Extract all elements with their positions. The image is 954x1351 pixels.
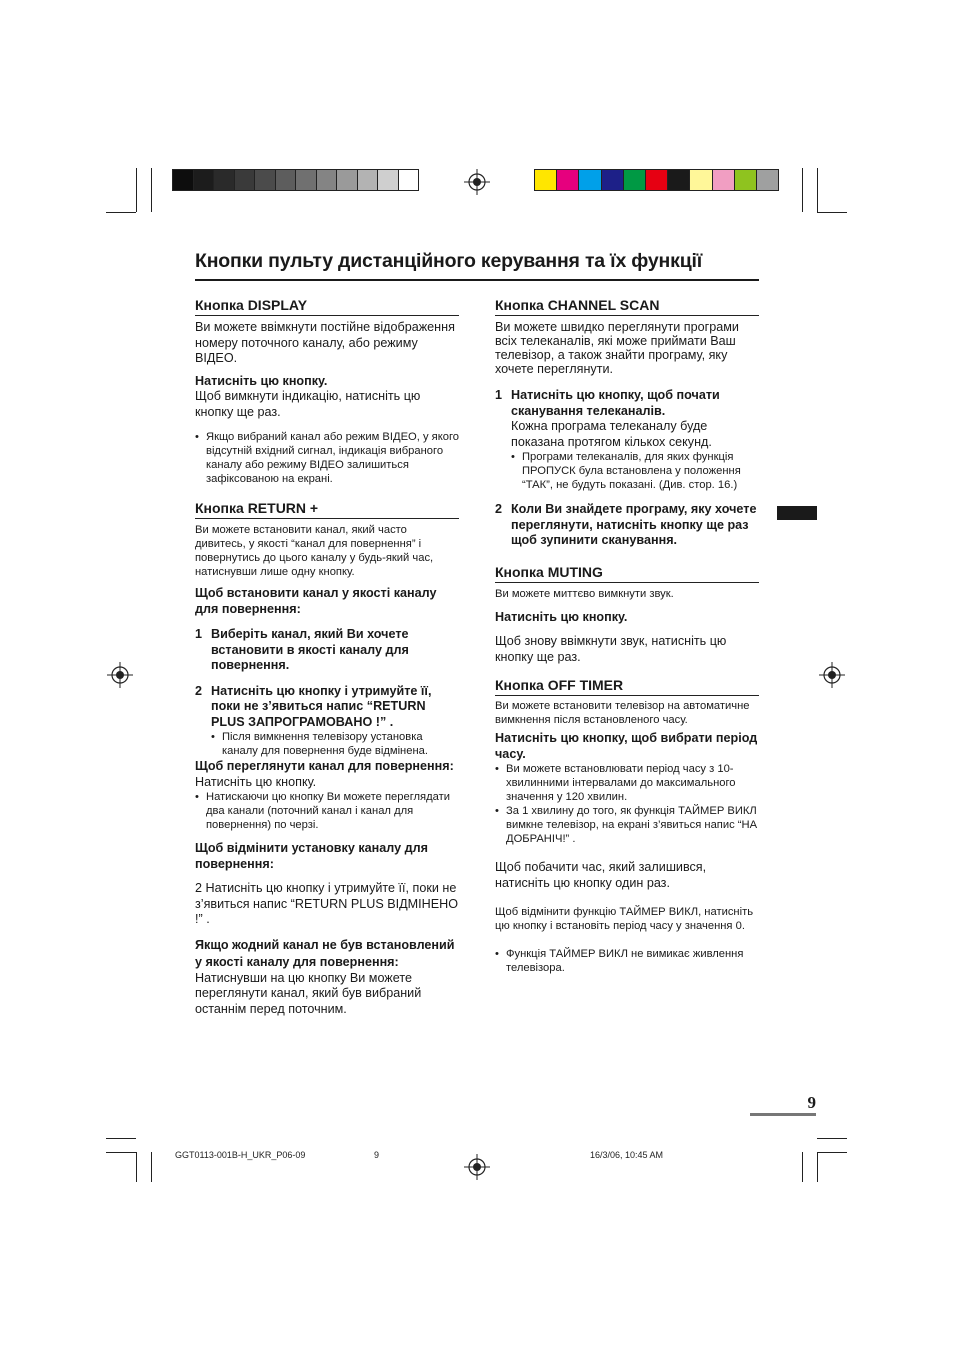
- scan-intro: Ви можете швидко переглянути програми всіх телеканалів, які може приймати Ваш телевізор, а також знайти програму, яку хочете переглянути.: [495, 320, 739, 376]
- return-cancel-heading: Щоб відмінити установку каналу для повернення:: [195, 841, 428, 871]
- section-heading-return: Кнопка RETURN +: [195, 500, 459, 519]
- return-view-note: • Натискаючи цю кнопку Ви можете переглядати два канали (поточний канал і канал для повернення) по черзі.: [195, 791, 450, 831]
- color-swatch: [317, 170, 338, 190]
- crop-mark: [151, 1152, 152, 1182]
- section-heading-off-timer: Кнопка OFF TIMER: [495, 677, 759, 696]
- return-step-2: 2 Натисніть цю кнопку і утримуйте її, поки не з’явиться напис “RETURN PLUS ЗАПРОГРАМОВАНО !” .: [195, 683, 432, 729]
- muting-step-text: Щоб знову ввімкнути звук, натисніть цю кнопку ще раз.: [495, 634, 727, 664]
- color-calibration-bar: [534, 169, 779, 191]
- color-swatch: [276, 170, 297, 190]
- timer-remaining: Щоб побачити час, який залишився, натисніть цю кнопку один раз.: [495, 860, 707, 890]
- color-swatch: [735, 170, 757, 190]
- section-heading-display: Кнопка DISPLAY: [195, 297, 459, 316]
- color-swatch: [624, 170, 646, 190]
- left-column: [195, 297, 459, 1024]
- crop-mark: [817, 212, 847, 213]
- color-swatch: [337, 170, 358, 190]
- grayscale-bar: [172, 169, 419, 191]
- section-heading-channel-scan: Кнопка CHANNEL SCAN: [495, 297, 759, 316]
- crop-mark: [136, 168, 137, 212]
- footer-date: 16/3/06, 10:45 AM: [590, 1150, 664, 1160]
- color-swatch: [214, 170, 235, 190]
- right-column: [495, 297, 759, 982]
- footer-page: 9: [374, 1150, 380, 1160]
- timer-note-1: • Ви можете встановлювати період часу з 10-хвилинними інтервалами до максимального значення у 120 хвилин.: [495, 763, 736, 803]
- timer-note-2: • За 1 хвилину до того, як функція ТАЙМЕР ВИКЛ вимкне телевізор, на екрані з’явиться напис “НА ДОБРАНІЧ!” .: [495, 805, 758, 845]
- color-swatch: [602, 170, 624, 190]
- color-swatch: [296, 170, 317, 190]
- color-swatch: [535, 170, 557, 190]
- color-swatch: [579, 170, 601, 190]
- color-swatch: [646, 170, 668, 190]
- crop-mark: [802, 1152, 803, 1182]
- muting-intro: Ви можете миттєво вимкнути звук.: [495, 587, 674, 600]
- color-swatch: [235, 170, 256, 190]
- display-note: • Якщо вибраний канал або режим ВІДЕО, у якого відсутній вхідний сигнал, індикація вибраного каналу або режиму ВІДЕО залишиться зафіксованою на екрані.: [195, 431, 460, 485]
- page-number-rule: [750, 1113, 816, 1116]
- footer-file-code: GGT0113-001B-H_UKR_P06-09: [175, 1150, 306, 1160]
- display-step: Натисніть цю кнопку. Щоб вимкнути індикацію, натисніть цю кнопку ще раз.: [195, 373, 421, 419]
- return-none-text: Натиснувши на цю кнопку Ви можете переглянути канал, який був вибраний останнім перед поточним.: [195, 970, 422, 1016]
- crop-mark: [817, 1152, 847, 1153]
- return-view-heading: Щоб переглянути канал для повернення:: [195, 759, 454, 773]
- scan-step-1-text: Кожна програма телеканалу буде показана протягом кількох секунд.: [511, 419, 712, 449]
- section-tab-marker: [777, 506, 817, 520]
- crop-mark: [802, 168, 803, 212]
- return-step-1: 1 Виберіть канал, який Ви хочете встановити в якості каналу для повернення.: [195, 627, 409, 672]
- page-title: Кнопки пульту дистанційного керування та їх функції: [195, 250, 759, 281]
- return-step-2-note: • Після вимкнення телевізору установка каналу для повернення буде відмінена.: [211, 731, 428, 757]
- crop-mark: [106, 1138, 136, 1139]
- crop-mark: [106, 212, 136, 213]
- timer-note-3: • Функція ТАЙМЕР ВИКЛ не вимикає живлення телевізора.: [495, 948, 744, 974]
- crop-mark: [106, 1152, 136, 1153]
- scan-step-1: 1 Натисніть цю кнопку, щоб почати сканування телеканалів.: [495, 388, 720, 418]
- color-swatch: [757, 170, 778, 190]
- return-intro: Ви можете встановити канал, який часто дивитесь, у якості “канал для повернення” і повернутись до цього каналу у будь-який час, натиснувши лише одну кнопку.: [195, 524, 434, 578]
- crop-mark: [817, 168, 818, 212]
- color-swatch: [194, 170, 215, 190]
- muting-step: Натисніть цю кнопку.: [495, 609, 628, 624]
- return-none-heading: Якщо жодний канал не був встановлений у якості каналу для повернення:: [195, 937, 455, 969]
- color-swatch: [358, 170, 379, 190]
- registration-mark-icon: [464, 169, 490, 195]
- crop-mark: [817, 1138, 847, 1139]
- crop-mark: [136, 1152, 137, 1182]
- display-intro: Ви можете ввімкнути постійне відображення номеру поточного каналу, або режиму ВІДЕО.: [195, 320, 455, 365]
- color-swatch: [557, 170, 579, 190]
- color-swatch: [713, 170, 735, 190]
- timer-cancel: Щоб відмінити функцію ТАЙМЕР ВИКЛ, натисніть цю кнопку і встановіть період часу у значення 0.: [495, 906, 754, 932]
- scan-step-1-note: • Програми телеканалів, для яких функція ПРОПУСК була встановлена у положення “ТАК”, не будуть показані. (Див. стор. 16.): [511, 451, 741, 491]
- return-set-heading: Щоб встановити канал у якості каналу для повернення:: [195, 586, 437, 616]
- timer-intro: Ви можете встановити телевізор на автоматичне вимкнення після встановленого часу.: [495, 700, 750, 726]
- timer-step: Натисніть цю кнопку, щоб вибрати період часу.: [495, 731, 758, 761]
- return-view-text: Натисніть цю кнопку.: [195, 774, 317, 789]
- scan-step-2: 2 Коли Ви знайдете програму, яку хочете переглянути, натисніть кнопку ще раз щоб зупинити сканування.: [495, 502, 757, 547]
- color-swatch: [668, 170, 690, 190]
- crop-mark: [817, 1152, 818, 1182]
- registration-mark-icon: [464, 1154, 490, 1180]
- return-cancel-text: 2 Натисніть цю кнопку і утримуйте її, поки не з’явиться напис “RETURN PLUS ВІДМІНЕНО !” .: [195, 881, 459, 926]
- color-swatch: [690, 170, 712, 190]
- color-swatch: [173, 170, 194, 190]
- color-swatch: [378, 170, 399, 190]
- crop-mark: [151, 168, 152, 212]
- page-number: 9: [807, 1093, 816, 1112]
- registration-mark-icon: [819, 662, 845, 688]
- registration-mark-icon: [107, 662, 133, 688]
- color-swatch: [255, 170, 276, 190]
- color-swatch: [399, 170, 419, 190]
- section-heading-muting: Кнопка MUTING: [495, 564, 759, 583]
